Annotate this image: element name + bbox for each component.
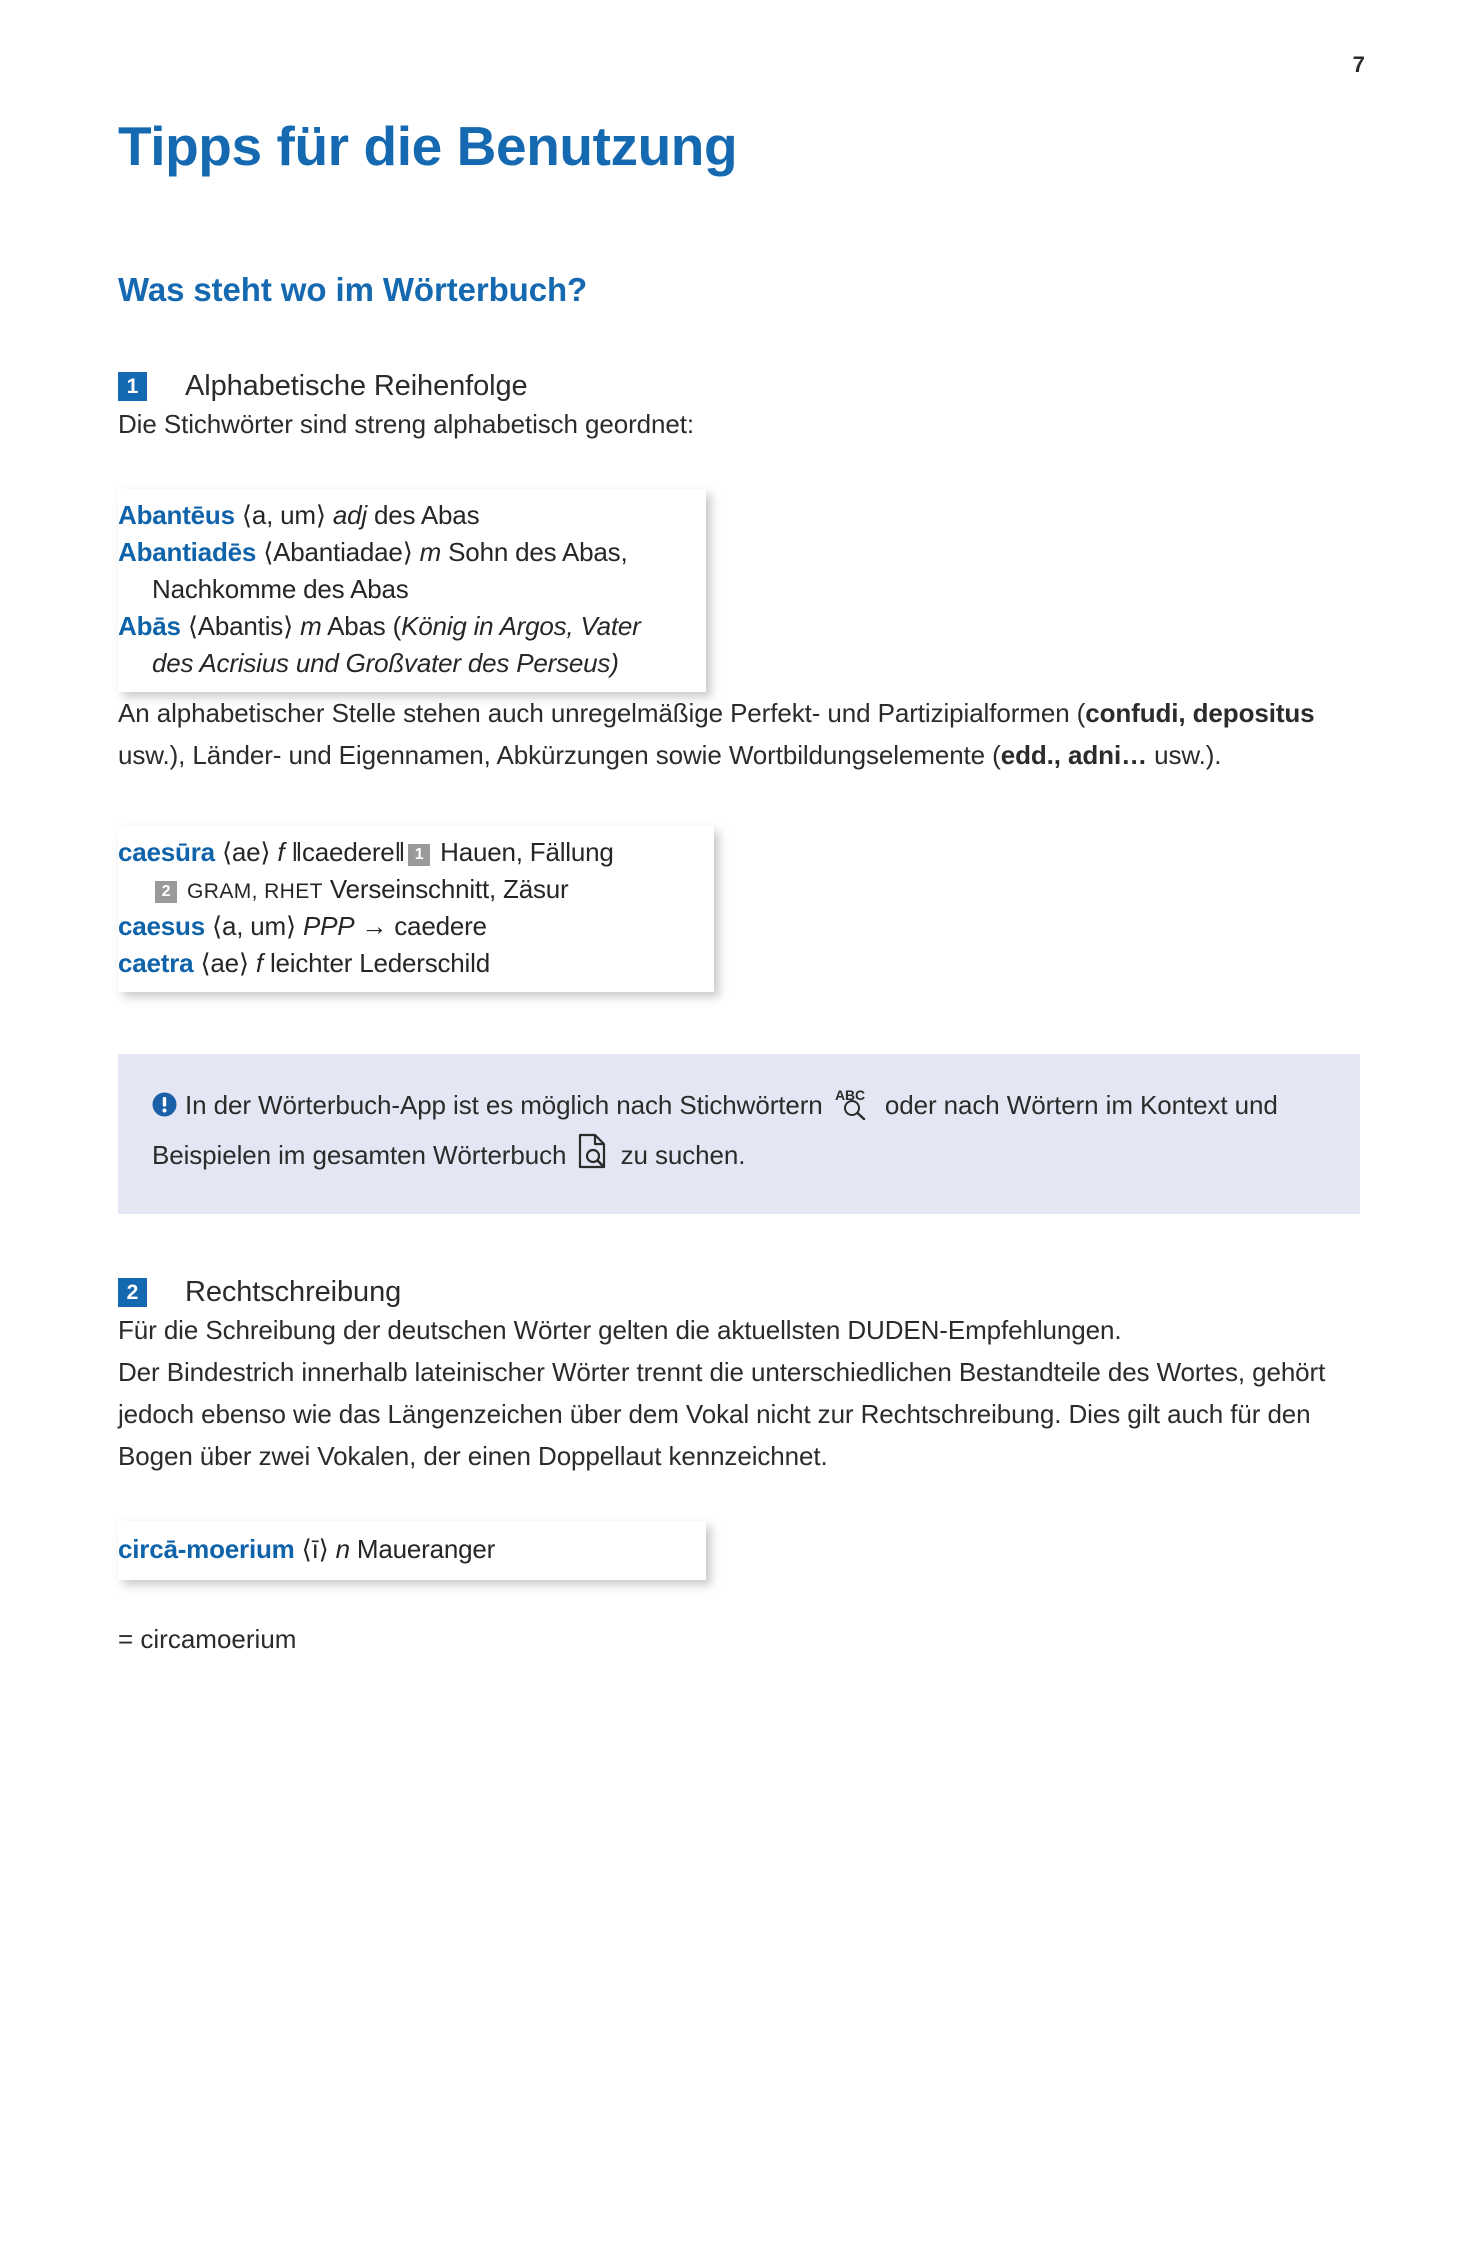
dictionary-entry-line — [118, 1531, 706, 1568]
subject-labels: GRAM, RHET — [187, 879, 323, 903]
space — [326, 500, 333, 530]
dictionary-entry-line — [118, 834, 714, 871]
entry-grammar: m — [300, 610, 322, 641]
entry-grammar: n — [335, 1534, 350, 1565]
entry-forms-value: ⟨Abantiadae⟩ — [263, 537, 413, 568]
dictionary-sample-alphabetical — [118, 489, 706, 692]
entry-gloss: leichter Lederschild — [262, 947, 490, 978]
dictionary-entry-line — [118, 497, 706, 534]
dictionary-entry-continuation: Nachkomme des Abas — [152, 573, 409, 604]
paragraph-part-c: usw.), Länder- und Eigennamen, Abkürzungen sowie Wortbildungselemente ( — [118, 739, 1001, 770]
headword: caesūra — [118, 836, 215, 867]
entry-forms-value: ⟨Abantis⟩ — [187, 610, 294, 641]
space — [413, 537, 420, 567]
dictionary-sample-caesura — [118, 826, 714, 992]
paragraph-part-a: An alphabetischer Stelle stehen auch unregelmäßige Perfekt- und Partizipialformen ( — [118, 697, 1086, 728]
entry-gloss-italic: König in Argos, Vater — [401, 610, 641, 641]
entry-gloss: Hauen, Fällung — [433, 836, 614, 867]
sense-number-badge: 2 — [155, 881, 177, 903]
page-number: 7 — [1352, 52, 1365, 77]
space — [180, 874, 187, 904]
entry-gloss: des Abas — [366, 500, 480, 531]
entry-grammar: m — [419, 537, 442, 568]
section-number-badge-2: 2 — [118, 1278, 147, 1307]
space — [205, 911, 212, 941]
entry-grammar: adj — [332, 500, 367, 531]
section-heading-1 — [118, 370, 1360, 403]
page-title: Tipps für die Benutzung — [118, 115, 738, 177]
space — [293, 611, 300, 641]
section-label-1: Alphabetische Reihenfolge — [185, 370, 528, 403]
entry-forms-value: ⟨ae⟩ — [221, 836, 271, 867]
dictionary-entry-line — [118, 534, 706, 571]
document-search-icon — [577, 1132, 609, 1182]
space — [329, 1534, 336, 1564]
note-text-c: zu suchen. — [613, 1139, 746, 1170]
headword: Abās — [118, 610, 181, 641]
app-info-note — [118, 1054, 1360, 1214]
headword: circā-moerium — [118, 1534, 295, 1565]
paragraph-bold-forms: confudi, depositus — [1085, 697, 1315, 728]
space — [296, 911, 303, 941]
paragraph-bold-elements: edd., adni… — [1000, 739, 1147, 770]
entry-gloss: Verseinschnitt, Zäsur — [322, 873, 569, 904]
headword: Abantēus — [118, 500, 235, 531]
section-heading-2 — [118, 1276, 1360, 1309]
entry-gloss: Maueranger — [349, 1534, 496, 1565]
section-1-intro: Die Stichwörter sind streng alphabetisch geordnet: — [118, 409, 694, 440]
note-text-b: oder nach Wörtern im Kontext und Beispielen im gesamten Wörterbuch — [152, 1089, 1278, 1170]
dictionary-entry-line — [118, 608, 706, 645]
dictionary-entry-line — [118, 908, 714, 945]
sense-number-badge: 1 — [408, 844, 430, 866]
note-text-a: In der Wörterbuch-App ist es möglich nach Stichwörtern — [185, 1089, 830, 1120]
entry-forms-value: ⟨a, um⟩ — [212, 910, 296, 941]
abc-search-icon — [834, 1086, 874, 1132]
entry-gloss: → caedere — [354, 910, 487, 941]
entry-grammar: PPP — [302, 910, 355, 941]
info-circle-icon — [152, 1087, 177, 1112]
page-content — [118, 115, 1360, 1681]
section-number-badge-1: 1 — [118, 372, 147, 401]
section-2-paragraph-1: Für die Schreibung der deutschen Wörter gelten die aktuellsten DUDEN-Empfehlungen. — [118, 1314, 1122, 1345]
entry-gloss: Abas ( — [321, 610, 402, 641]
space — [295, 1534, 302, 1564]
dictionary-sample-circamoerium — [118, 1521, 706, 1580]
paragraph-part-e: usw.). — [1146, 739, 1222, 770]
section-2-paragraph-2: Der Bindestrich innerhalb lateinischer Wörter trennt die unterschiedlichen Bestandteile des Wortes, gehört jedoch ebenso wie das Längenzeichen über dem Vokal nicht zur Rechtschreibung. Dies gilt auch für den Bogen über zwei Vokalen, der einen Doppellaut kennzeichnet. — [118, 1356, 1326, 1472]
svg-text:ABC: ABC — [834, 1086, 865, 1103]
headword: Abantiadēs — [118, 537, 257, 568]
headword: caesus — [118, 910, 205, 941]
entry-grammar: f — [277, 836, 285, 867]
entry-grammar: f — [255, 947, 263, 978]
entry-forms-value: ⟨ae⟩ — [200, 947, 249, 978]
section-2-footnote: = circamoerium — [118, 1624, 297, 1655]
space — [215, 837, 222, 867]
dictionary-entry-line — [118, 945, 714, 982]
entry-gloss: Sohn des Abas, — [441, 537, 628, 568]
entry-etymology: ‖caedere‖ — [291, 836, 406, 867]
entry-forms — [235, 500, 242, 530]
section-subtitle: Was steht wo im Wörterbuch? — [118, 270, 588, 308]
entry-forms-value: ⟨a, um⟩ — [241, 500, 326, 531]
space — [249, 948, 256, 978]
space — [181, 611, 188, 641]
dictionary-entry-continuation-italic: des Acrisius und Großvater des Perseus) — [152, 647, 619, 678]
entry-forms-value: ⟨ī⟩ — [301, 1534, 329, 1565]
section-1-paragraph — [118, 692, 1360, 776]
section-label-2: Rechtschreibung — [185, 1275, 402, 1308]
dictionary-entry-sense-line — [118, 871, 714, 908]
headword: caetra — [118, 947, 194, 978]
